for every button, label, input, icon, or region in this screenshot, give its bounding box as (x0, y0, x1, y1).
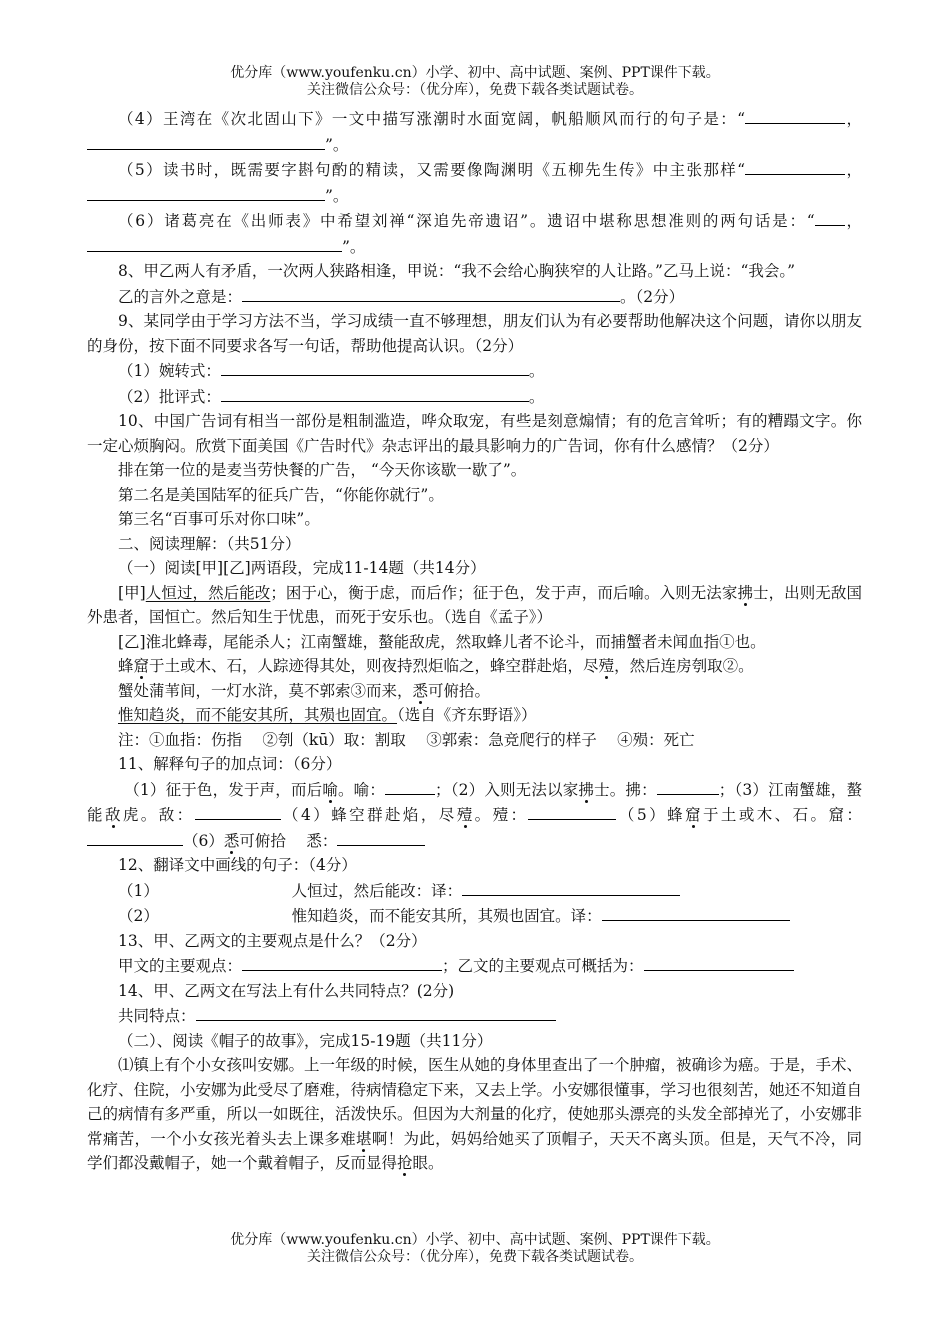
header-line-2: 关注微信公众号：（优分库），免费下载各类试题试卷。 (307, 82, 643, 98)
question-13-title: 13、甲、乙两文的主要观点是什么？（2分） (118, 931, 427, 950)
question-9-item-2: （2）批评式： 。 (87, 384, 862, 410)
question-8: 8、甲乙两人有矛盾，一次两人狭路相逢，甲说：“我不会给心胸狭窄的人让路。”乙马上说：“我会。” (118, 262, 796, 280)
exam-content (87, 106, 862, 1176)
passage-yi-line-4: 惟知趋炎，而不能安其所，其殒也固宜。（选自《齐东野语》） (118, 706, 537, 724)
passage-yi-line-1: [乙]淮北蜂毒，尾能杀人；江南蟹雄，螯能敌虎，然取蜂儿者不论斗，而捕蟹者未闻血指①也。 (118, 632, 766, 651)
question-12-item-2: （2） 惟知趋炎，而不能安其所，其殒也固宜。译： (87, 903, 862, 929)
page-footer (0, 1232, 950, 1266)
notes: 注：①血指：伤指 ②刳（kū）取：割取 ③郭索：急竞爬行的样子 ④殒：死亡 (118, 730, 695, 749)
question-8-answer: 乙的言外之意是： 。（2分） (87, 284, 862, 310)
question-9-item-1: （1）婉转式： 。 (87, 358, 862, 384)
part-2-title: （二）、阅读《帽子的故事》，完成15-19题（共11分） (118, 1031, 493, 1050)
question-13-answer: 甲文的主要观点： ；乙文的主要观点可概括为： (87, 953, 862, 979)
footer-line-1: 优分库（www.youfenku.cn）小学、初中、高中试题、案例、PPT课件下载。 (230, 1232, 720, 1248)
story-paragraph-1: ⑴镇上有个小女孩叫安娜。上一年级的时候，医生从她的身体里查出了一个肿瘤，被确诊为癌。于是，手术、化疗、住院，小安娜为此受尽了磨难，待病情稳定下来，又去上学。小安娜很懂事，学习也很刻苦，她还不知道自己的病情有多严重，所以一如既往，活泼快乐。但因为大剂量的化疗，使她那头漂亮的头发全部掉光了，小安娜非常痛苦，一个小女孩光着头去上课多难堪啊！为此，妈妈给她买了顶帽子，天天不离头顶。但是，天气不冷，同学们都没戴帽子，她一个戴着帽子，反而显得抢眼。 (87, 1056, 863, 1172)
passage-yi-line-3: 蟹处蒲苇间，一灯水浒，莫不郭索③而来，悉可俯拾。 (118, 681, 491, 700)
section-2-title: 二、阅读理解：（共51分） (118, 534, 301, 553)
ad-line-1: 排在第一位的是麦当劳快餐的广告， “今天你该歇一歇了”。 (118, 461, 527, 479)
question-4: （4）王湾在《次北固山下》一文中描写涨潮时水面宽阔，帆船顺风而行的句子是：“ ，”。 (87, 106, 862, 157)
header-line-1: 优分库（www.youfenku.cn）小学、初中、高中试题、案例、PPT课件下载。 (230, 65, 720, 81)
ad-line-2: 第二名是美国陆军的征兵广告，“你能你就行”。 (118, 485, 444, 504)
question-12-item-1: （1） 人恒过，然后能改：译： (87, 878, 862, 904)
question-12-title: 12、翻译文中画线的句子：（4分） (118, 856, 357, 874)
question-5: （5）读书时，既需要字斟句酌的精读，又需要像陶渊明《五柳先生传》中主张那样“ ，”。 (87, 157, 862, 208)
question-14-title: 14、甲、乙两文在写法上有什么共同特点？(2分) (118, 981, 455, 1000)
question-6: （6）诸葛亮在《出师表》中希望刘禅“深追先帝遗诏”。遗诏中堪称思想准则的两句话是：“ ，”。 (87, 208, 862, 259)
footer-line-2: 关注微信公众号：（优分库），免费下载各类试题试卷。 (307, 1249, 643, 1265)
ad-line-3: 第三名“百事可乐对你口味”。 (118, 510, 320, 528)
page-header (0, 65, 950, 99)
passage-yi-line-2: 蜂窟于土或木、石，人踪迹得其处，则夜持烈炬临之，蜂空群赴焰，尽殪，然后连房刳取②。 (118, 657, 754, 675)
question-11-items: （1）征于色，发于声，而后喻。喻： ；（2）入则无法以家拂士。拂： ；（3）江南蟹雄，螯能敌虎。敌： （4）蜂空群赴焰，尽殪。殪： （5）蜂窟于土或木、石。窟：（6）悉可俯拾 悉： (87, 777, 862, 854)
question-9: 9、某同学由于学习方法不当，学习成绩一直不够理想，朋友们认为有必要帮助他解决这个问题，请你以朋友的身份，按下面不同要求各写一句话，帮助他提高认识。（2分） (87, 312, 862, 355)
passage-jia: [甲]人恒过，然后能改；困于心，衡于虑，而后作；征于色，发于声，而后喻。入则无法家拂士，出则无敌国外患者，国恒亡。然后知生于忧患，而死于安乐也。（选自《孟子》） (87, 583, 862, 626)
question-14-answer: 共同特点： (87, 1003, 862, 1029)
part-1-title: （一）阅读[甲][乙]两语段，完成11-14题（共14分） (118, 559, 486, 577)
question-10: 10、中国广告词有相当一部份是粗制滥造，哗众取宠，有些是刻意煽情；有的危言耸听；有的糟蹋文字。你一定心烦胸闷。欣赏下面美国《广告时代》杂志评出的最具影响力的广告词，你有什么感情？（2分） (87, 412, 862, 455)
question-11-title: 11、解释句子的加点词：（6分） (118, 755, 342, 773)
